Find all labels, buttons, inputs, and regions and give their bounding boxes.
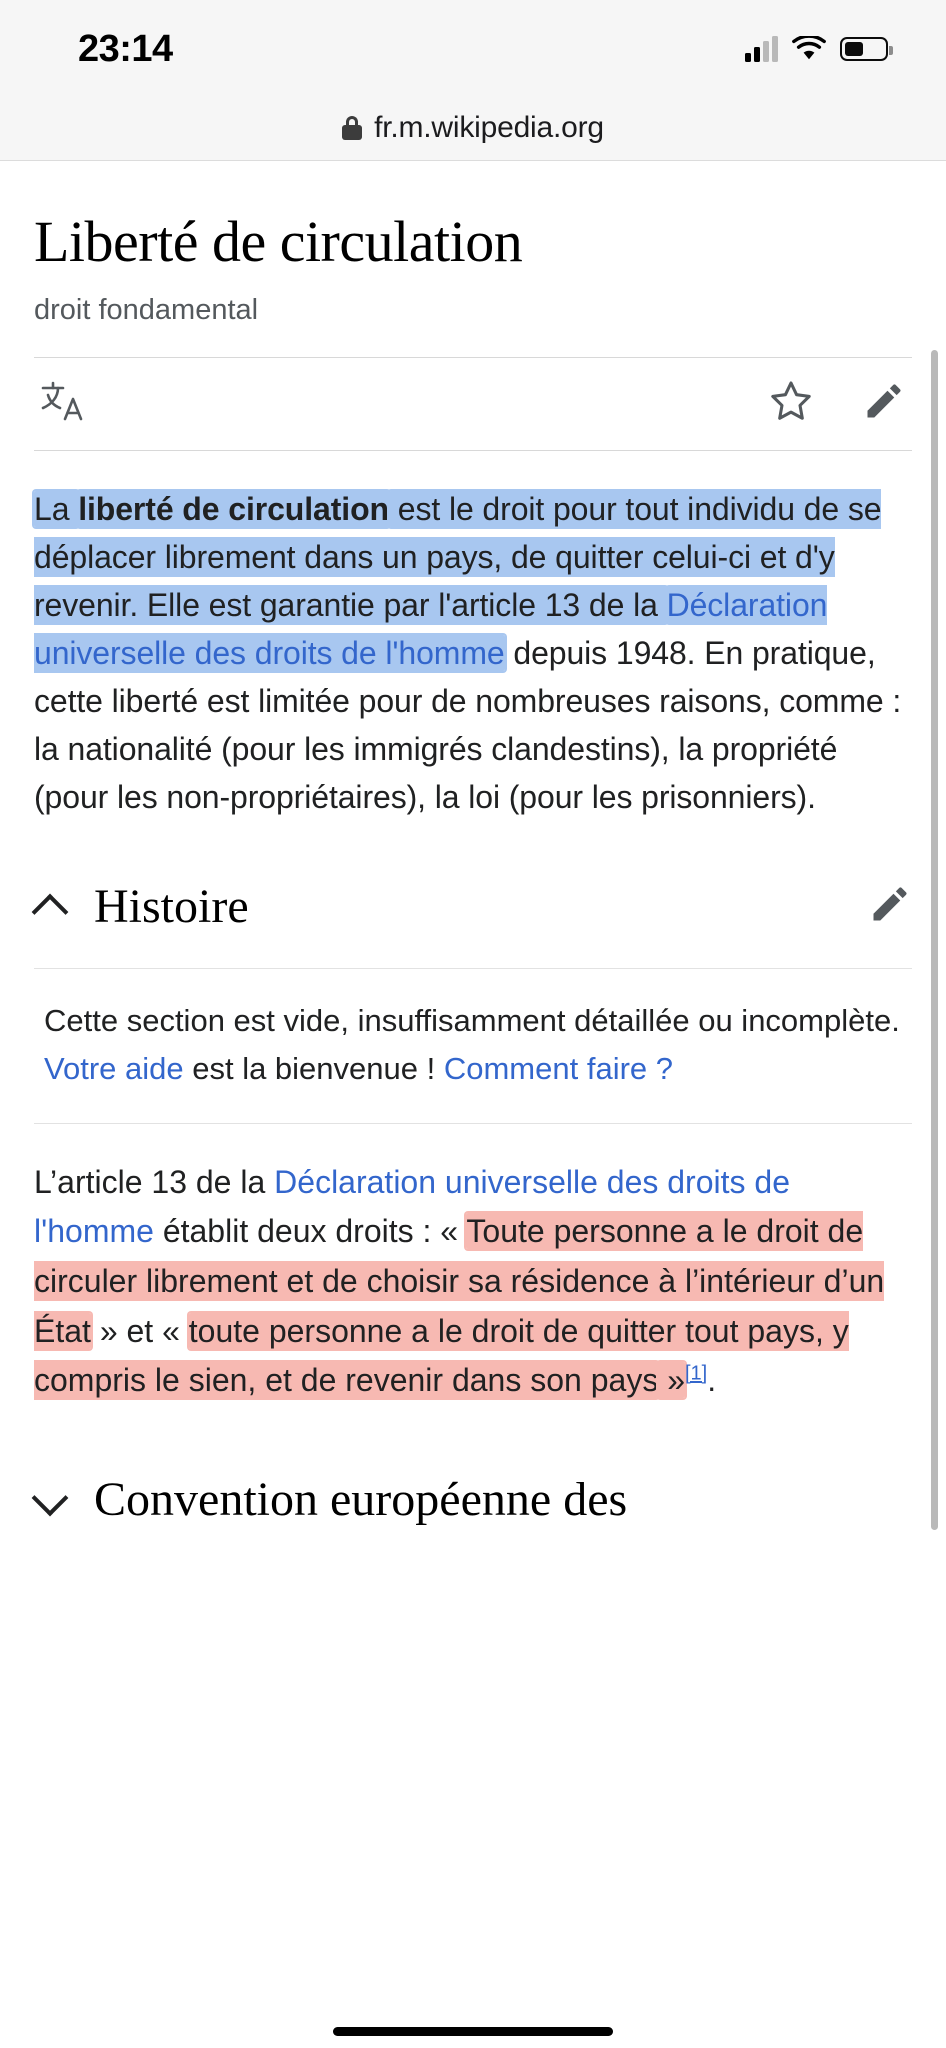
section-header-convention [34,1470,912,1530]
link-declaration-universelle[interactable]: Déclaration universelle des droits de l'homme [34,586,828,671]
status-indicators [745,36,888,62]
para-text-b: établit deux droits : « [153,1213,467,1250]
lead-text-c: depuis 1948. En pratique, cette liberté est limitée pour de nombreuses raisons, comme : la nationalité (pour les immigrés clandestins), la propriété (pour les non-propriétaires), la loi (pour les prisonniers). [34,634,902,815]
chevron-down-icon[interactable] [34,1483,68,1517]
page-title: Liberté de circulation [34,209,523,274]
section-title-convention: Convention européenne des [94,1472,628,1526]
lead-text-b: est le droit pour tout individu de se déplacer librement dans un pays, de quitter celui-ci et d'y revenir. Elle est garantie par l'article 13 de la [34,490,882,623]
pencil-icon[interactable] [868,882,912,931]
section-empty-notice [34,968,912,1124]
reference-link-1[interactable]: [1] [685,1362,708,1385]
lead-text-a: La [34,490,79,527]
link-comment-faire[interactable]: Comment faire ? [443,1050,673,1086]
scrollbar[interactable] [931,350,938,1530]
status-time: 23:14 [78,28,173,70]
home-indicator [333,2027,613,2036]
article-toolbar [34,357,912,451]
section-header-histoire [34,879,912,934]
browser-address-bar[interactable] [0,96,946,161]
page-subtitle: droit fondamental [34,293,259,326]
para-text-e: . [707,1362,717,1399]
para-text-d: » [658,1362,685,1399]
lead-text-bold: liberté de circulation [78,490,389,527]
notice-text-b: est la bienvenue ! [183,1050,436,1086]
highlighted-quote-1: Toute personne a le droit de circuler librement et de choisir sa résidence à l’intérieur d’un État [34,1213,885,1349]
chevron-up-icon[interactable] [34,889,68,923]
star-icon[interactable] [768,378,814,429]
pencil-icon[interactable] [862,379,906,428]
link-votre-aide[interactable]: Votre aide [44,1050,184,1086]
para-text-a: L’article 13 de la [34,1163,275,1200]
para-text-c: » et « [90,1312,189,1349]
histoire-paragraph [34,1158,912,1406]
language-icon[interactable] [40,379,88,428]
article-content [0,209,946,1530]
status-bar [0,0,946,96]
highlighted-quote-2: toute personne a le droit de quitter tout pays, y compris le sien, et de revenir dans son pays [34,1312,849,1399]
url-text[interactable]: fr.m.wikipedia.org [374,111,604,144]
battery-icon [840,37,888,61]
notice-text-a: Cette section est vide, insuffisamment détaillée ou incomplète. [44,1002,900,1038]
lead-paragraph [34,485,912,821]
link-declaration-universelle-2[interactable]: Déclaration universelle des droits de l'homme [34,1163,790,1250]
cellular-signal-icon [745,36,778,62]
wifi-icon [792,36,826,62]
lock-icon [342,116,362,140]
section-title-histoire: Histoire [94,879,249,933]
